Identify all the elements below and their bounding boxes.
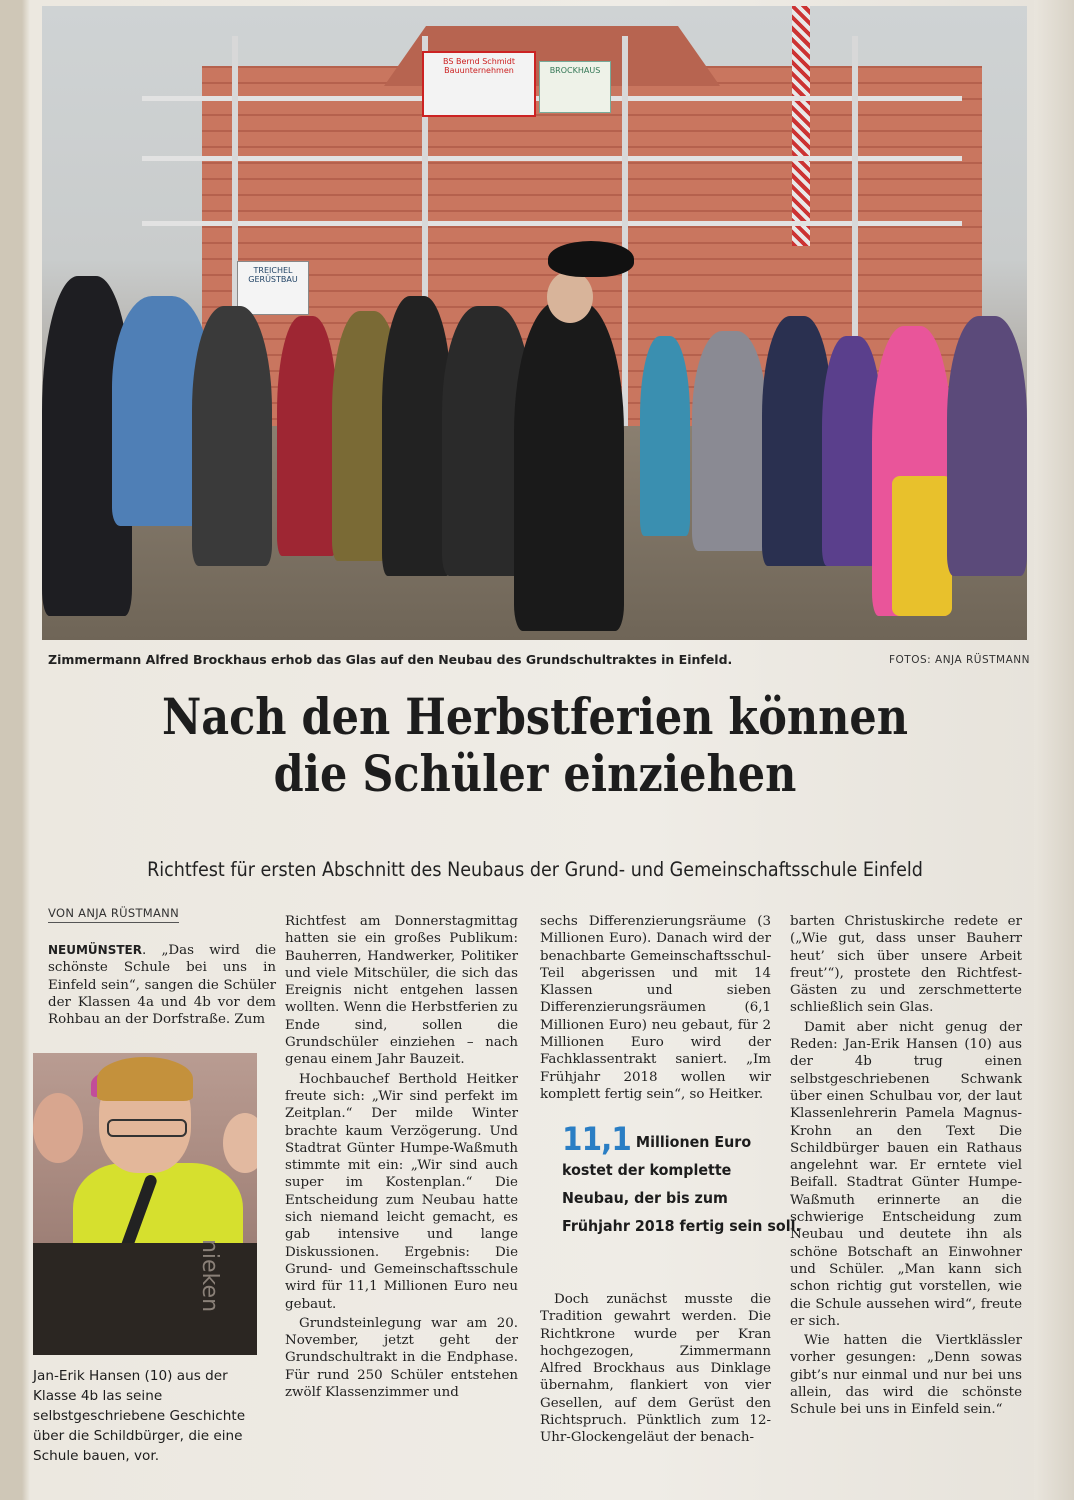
article-column-1 <box>48 942 276 1030</box>
person <box>640 336 690 536</box>
fact-number: 11,1 <box>562 1120 631 1158</box>
background-child <box>33 1093 83 1163</box>
sign-brockhaus: BROCKHAUS <box>539 61 611 113</box>
stand-text: nieken <box>197 1238 223 1313</box>
article-column-3 <box>540 913 771 1105</box>
headline <box>101 688 970 802</box>
paragraph: Wie hatten die Viertklässler vorher gesungen: „Denn sowas gibt’s nur einmal und nur bei uns allein, das wird die schönste Schule bei uns in Einfeld sein.“ <box>790 1333 1022 1418</box>
carpenter-hat <box>548 241 634 277</box>
music-stand <box>33 1243 257 1355</box>
fact-line: Neubau, der bis zum <box>562 1189 728 1207</box>
paragraph: sechs Differenzierungsräume (3 Millionen Euro). Danach wird der benachbarte Gemeinschaftsschul-Teil abgerissen und mit 14 Klassen und sieben Differenzierungsräumen (6,1 Millionen Euro) neu gebaut, für 2 Millionen Euro wird der Fachklassentrakt saniert. „Im Frühjahr 2018 wollen wir komplett fertig sein“, so Heitker. <box>540 914 771 1102</box>
scaffold-level <box>142 156 962 161</box>
inset-photo <box>33 1053 257 1355</box>
photo-credit: FOTOS: ANJA RÜSTMANN <box>888 654 1030 666</box>
fact-line: Frühjahr 2018 fertig sein soll. <box>562 1217 801 1235</box>
paragraph: barten Christuskirche redete er („Wie gut, dass unser Bauherr heut’ sich über unsere Arbeit freut’“), prostete den Richtfest-Gästen zu und zerschmetterte schließlich sein Glas. <box>790 914 1022 1016</box>
headline-line-2: die Schüler einziehen <box>273 744 797 803</box>
article-column-4 <box>790 913 1022 1421</box>
byline: VON ANJA RÜSTMANN <box>48 906 179 923</box>
article-column-3b <box>540 1291 771 1449</box>
subheadline: Richtfest für ersten Abschnitt des Neubaus der Grund- und Gemeinschaftsschule Einfeld <box>147 858 923 881</box>
person <box>892 476 952 616</box>
crowd <box>42 256 1027 636</box>
boy-glasses <box>107 1119 187 1137</box>
article-column-2 <box>285 913 518 1403</box>
dateline: NEUMÜNSTER <box>48 943 142 957</box>
article-intro: . „Das wird die schönste Schule bei uns in Einfeld sein“, sangen die Schüler der Klassen 4a und 4b vor dem Rohbau an der Dorfstraße. Zum <box>48 943 276 1028</box>
inset-caption: Jan-Erik Hansen (10) aus der Klasse 4b las seine selbstgeschriebene Geschichte über die Schildbürger, die eine Schule bauen, vor. <box>33 1368 246 1464</box>
carpenter <box>514 301 624 631</box>
sign-treichel: TREICHEL GERÜSTBAU <box>237 261 309 315</box>
page-edge <box>1034 0 1074 1500</box>
main-photo <box>42 6 1027 640</box>
person <box>277 316 337 556</box>
photo-caption: Zimmermann Alfred Brockhaus erhob das Glas auf den Neubau des Grundschultraktes in Einfeld. <box>48 652 733 667</box>
fact-line: kostet der komplette <box>562 1161 732 1179</box>
person <box>192 306 272 566</box>
headline-line-1: Nach den Herbstferien können <box>161 687 909 746</box>
sign-bs-bauunternehmen: BS Bernd Schmidt Bauunternehmen <box>422 51 536 117</box>
background-child <box>223 1113 257 1173</box>
person <box>947 316 1027 576</box>
boy-hair <box>97 1057 193 1101</box>
carpenter-face <box>547 271 593 323</box>
paragraph: Damit aber nicht genug der Reden: Jan-Erik Hansen (10) aus der 4b trug einen selbstgeschriebenen Schwank über einen Schulbau vor, der laut Klassenlehrerin Pamela Magnus-Krohn an den Text Die Schildbürger bauen ein Rathaus angelehnt war. Er erntete viel Beifall. Stadtrat Günter Humpe-Waßmuth erinnerte an die schwierige Entscheidung zum Neubau und deutete ihn als schöne Botschaft an Einwohner und Schüler. „Man kann sich schon richtig gut vorstellen, wie die Schule aussehen wird“, freute er sich. <box>790 1019 1022 1329</box>
paragraph: Grundsteinlegung war am 20. November, jetzt geht der Grundschultrakt in die Endphase. Für rund 250 Schüler entstehen zwölf Klassenzimmer und <box>285 1315 518 1401</box>
fact-box: 11,1 Millionen Euro kostet der komplette Neubau, der bis zum Frühjahr 2018 fertig sein soll. <box>562 1125 792 1240</box>
person <box>692 331 767 551</box>
scaffold-level <box>142 221 962 226</box>
paragraph: Hochbauchef Berthold Heitker freute sich: „Wir sind perfekt im Zeitplan.“ Der milde Winter brachte kaum Verzögerung. Und Stadtrat Günter Humpe-Waßmuth stimmte mit ein: „Wir sind auch super im Kostenplan.“ Die Entscheidung zum Neubau hatte sich niemand leicht gemacht, es gab intensive und lange Diskussionen. Ergebnis: Die Grund- und Gemeinschaftsschule wird für 11,1 Millionen Euro neu gebaut. <box>285 1071 518 1312</box>
crane <box>792 6 810 246</box>
paragraph: Doch zunächst musste die Tradition gewahrt werden. Die Richtkrone wurde per Kran hochgezogen, Zimmermann Alfred Brockhaus aus Dinklage übernahm, flankiert von vier Gesellen, auf dem Gerüst den Richtspruch. Pünktlich zum 12-Uhr-Glockengeläut der benach- <box>540 1292 771 1446</box>
paragraph: Richtfest am Donnerstagmittag hatten sie ein großes Publikum: Bauherren, Handwerker, Politiker und viele Mitschüler, die sich das Ereignis nicht entgehen lassen wollten. Wenn die Herbstferien zu Ende sind, sollen die Grundschüler einziehen – nach genau einem Jahr Bauzeit. <box>285 914 518 1068</box>
